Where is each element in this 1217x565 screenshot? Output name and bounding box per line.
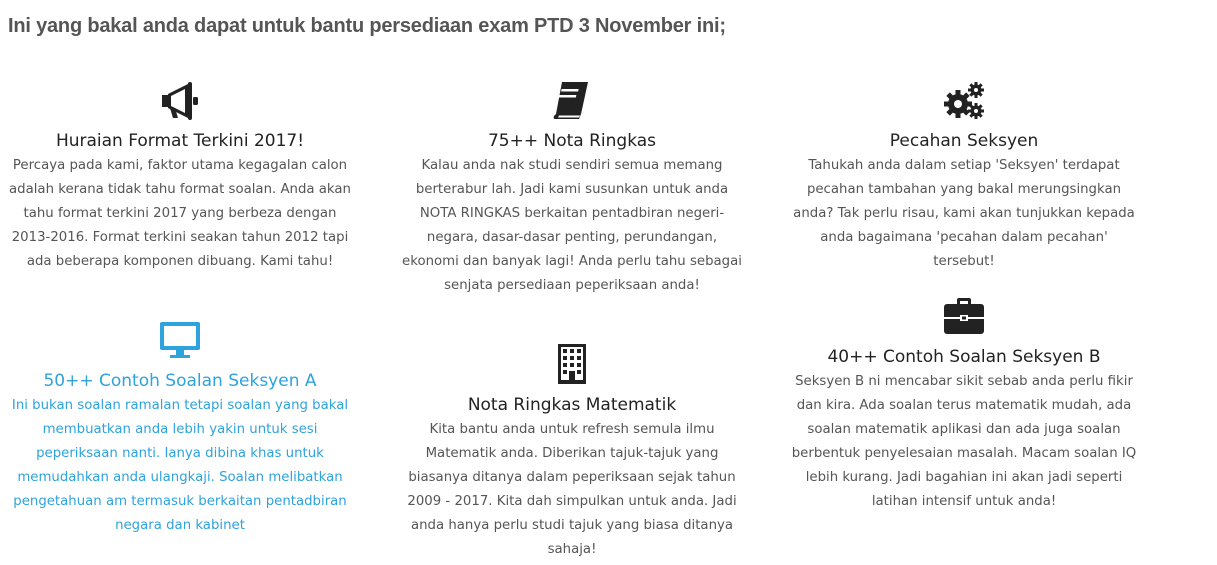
feature-nota-matematik — [397, 342, 747, 562]
feature-description: Kita bantu anda untuk refresh semula ilmu Matematik anda. Diberikan tajuk-tajuk yang biasanya ditanya dalam peperiksaan sejak tahun 2009 - 2017. Kita dah simpulkan untuk anda. Jadi anda hanya perlu studi tajuk yang biasa ditanya sahaja! — [407, 422, 737, 557]
gears-icon — [942, 78, 986, 122]
feature-title: Huraian Format Terkini 2017! — [55, 131, 305, 151]
feature-description: Seksyen B ni mencabar sikit sebab anda perlu fikir dan kira. Ada soalan terus matematik mudah, ada soalan matematik aplikasi dan ada juga soalan berbentuk penyelesaian masalah. Macam soalan IQ lebih kurang. Jadi bagahian ini akan jadi seperti latihan intensif untuk anda! — [791, 374, 1137, 509]
feature-description: Percaya pada kami, faktor utama kegagalan calon adalah kerana tidak tahu format soalan. Anda akan tahu format terkini 2017 yang berbeza dengan 2013-2016. Format terkini seakan tahun 2012 tapi ada beberapa komponen dibuang. Kami tahu! — [9, 158, 351, 269]
page-heading: Ini yang bakal anda dapat untuk bantu persediaan exam PTD 3 November ini; — [8, 15, 726, 37]
building-icon — [550, 342, 594, 386]
feature-soalan-seksyen-b — [789, 294, 1139, 514]
feature-nota-ringkas — [397, 78, 747, 298]
feature-title: 50++ Contoh Soalan Seksyen A — [43, 371, 317, 391]
feature-description: Tahukah anda dalam setiap 'Seksyen' terdapat pecahan tambahan yang bakal merungsingkan anda? Tak perlu risau, kami akan tunjukkan kepada anda bagaimana 'pecahan dalam pecahan' tersebut! — [793, 158, 1135, 269]
book-icon — [550, 78, 594, 122]
feature-title: Nota Ringkas Matematik — [467, 395, 677, 415]
feature-description: Ini bukan soalan ramalan tetapi soalan yang bakal membuatkan anda lebih yakin untuk sesi peperiksaan nanti. Ianya dibina khas untuk memudahkan anda ulangkaji. Soalan melibatkan pengetahuan am termasuk berkaitan pentadbiran negara dan kabinet — [11, 398, 349, 533]
feature-title: Pecahan Seksyen — [889, 131, 1039, 151]
feature-pecahan-seksyen — [789, 78, 1139, 274]
feature-format — [5, 78, 355, 274]
feature-soalan-seksyen-a[interactable] — [5, 318, 355, 538]
feature-title: 75++ Nota Ringkas — [487, 131, 657, 151]
desktop-icon — [158, 318, 202, 362]
feature-title: 40++ Contoh Soalan Seksyen B — [827, 347, 1101, 367]
briefcase-icon — [942, 294, 986, 338]
feature-description: Kalau anda nak studi sendiri semua memang berterabur lah. Jadi kami susunkan untuk anda NOTA RINGKAS berkaitan pentadbiran negeri-negara, dasar-dasar penting, perundangan, ekonomi dan banyak lagi! Anda perlu tahu sebagai senjata persediaan peperiksaan anda! — [402, 158, 742, 293]
megaphone-icon — [158, 78, 202, 122]
